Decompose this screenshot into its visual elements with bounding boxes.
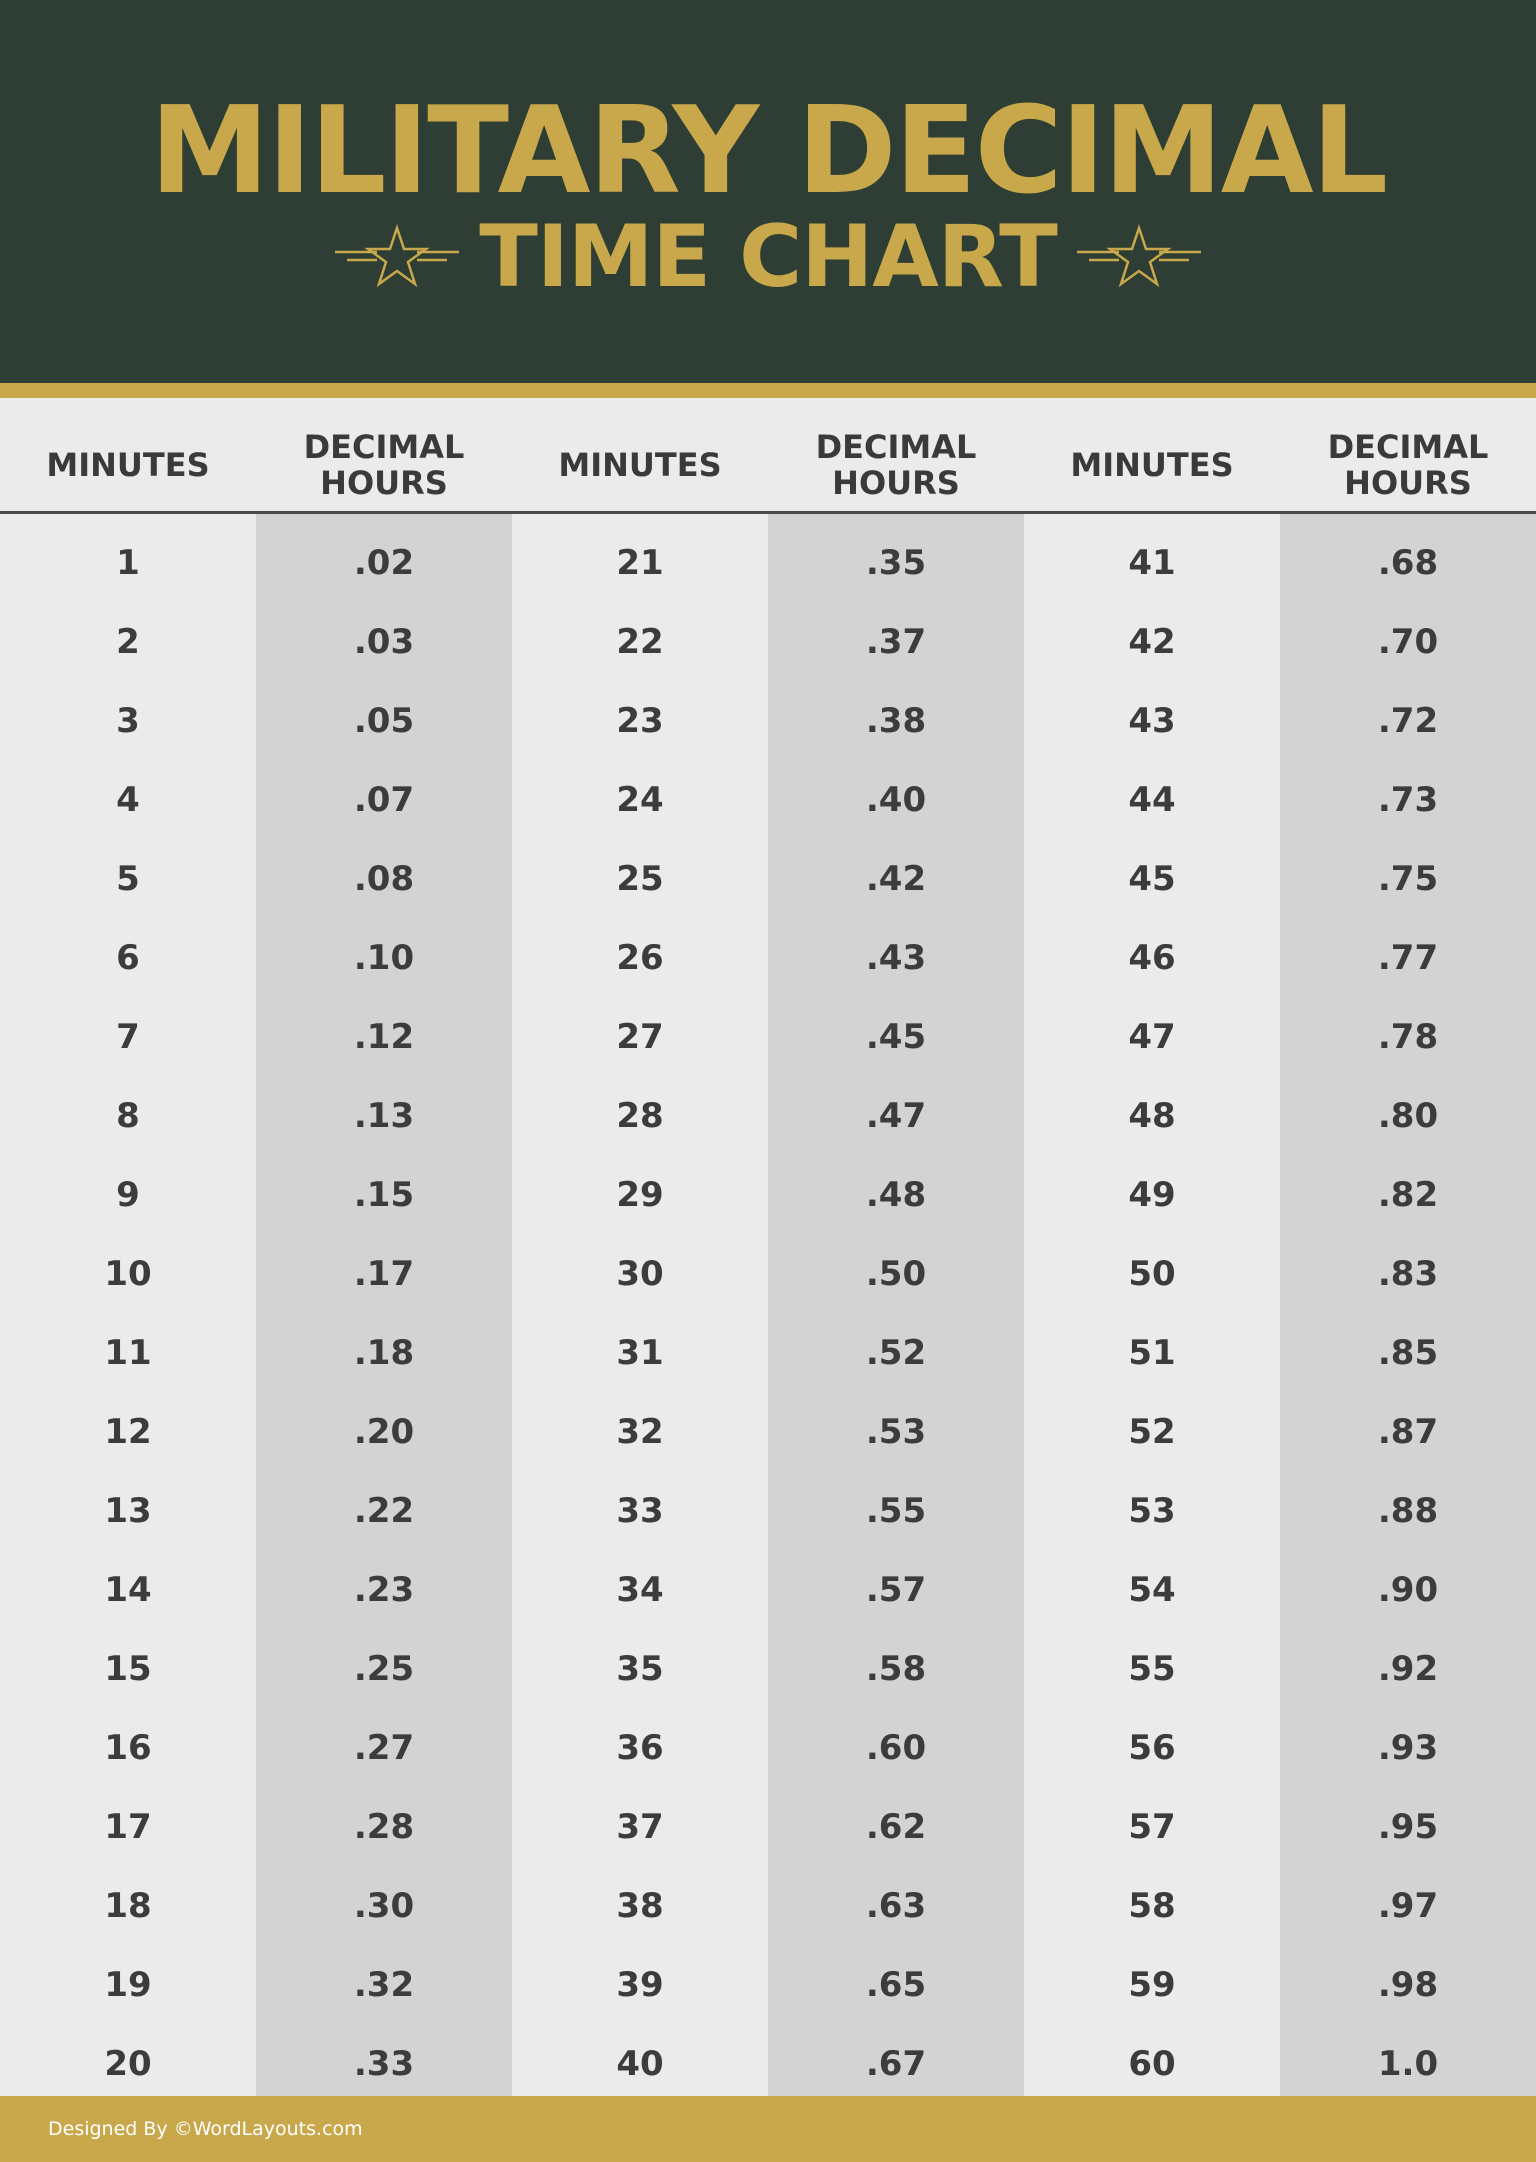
decimal-hours-cell: .83 [1377,1254,1439,1294]
decimal-hours-cell: .23 [353,1570,415,1610]
minutes-cell: 37 [616,1807,664,1847]
decimal-hours-cell: .25 [353,1649,415,1689]
minutes-cell: 9 [116,1175,140,1215]
minutes-cell: 49 [1128,1175,1176,1215]
minutes-cell: 48 [1128,1096,1176,1136]
minutes-cell: 51 [1128,1333,1176,1373]
decimal-hours-cell: .80 [1377,1096,1439,1136]
minutes-cell: 1 [116,543,140,583]
decimal-hours-cell: .33 [353,2044,415,2084]
minutes-cell: 42 [1128,622,1176,662]
minutes-cell: 50 [1128,1254,1176,1294]
decimal-hours-cell: .65 [865,1965,927,2005]
minutes-cell: 2 [116,622,140,662]
gold-divider [0,383,1536,398]
decimal-hours-cell: .17 [353,1254,415,1294]
minutes-cell: 25 [616,859,664,899]
subtitle-row [0,207,1536,307]
minutes-cell: 14 [104,1570,152,1610]
decimal-hours-cell: .45 [865,1017,927,1057]
minutes-cell: 35 [616,1649,664,1689]
minutes-cell: 24 [616,780,664,820]
decimal-hours-cell: .78 [1377,1017,1439,1057]
decimal-hours-cell: .10 [353,938,415,978]
star-wings-icon [1075,222,1203,292]
decimal-hours-cell: .52 [865,1333,927,1373]
minutes-cell: 57 [1128,1807,1176,1847]
minutes-cell: 11 [104,1333,152,1373]
decimal-hours-cell: .63 [865,1886,927,1926]
decimal-hours-cell: .97 [1377,1886,1439,1926]
minutes-cell: 32 [616,1412,664,1452]
minutes-cell: 18 [104,1886,152,1926]
page-title: MILITARY DECIMAL [149,82,1387,221]
column-header-decimal-hours: DECIMAL HOURS [1327,428,1489,502]
decimal-hours-cell: .95 [1377,1807,1439,1847]
minutes-cell: 6 [116,938,140,978]
decimal-hours-cell: .08 [353,859,415,899]
minutes-cell: 59 [1128,1965,1176,2005]
minutes-cell: 53 [1128,1491,1176,1531]
decimal-hours-cell: .28 [353,1807,415,1847]
minutes-cell: 60 [1128,2044,1176,2084]
decimal-hours-cell: .70 [1377,622,1439,662]
minutes-cell: 26 [616,938,664,978]
minutes-cell: 39 [616,1965,664,2005]
page-subtitle: TIME CHART [479,207,1057,307]
footer-credit: Designed By ©WordLayouts.com [48,2118,363,2140]
decimal-hours-cell: .38 [865,701,927,741]
decimal-hours-cell: .77 [1377,938,1439,978]
minutes-cell: 28 [616,1096,664,1136]
decimal-hours-cell: .72 [1377,701,1439,741]
decimal-hours-cell: .93 [1377,1728,1439,1768]
minutes-cell: 45 [1128,859,1176,899]
decimal-hours-cell: .32 [353,1965,415,2005]
minutes-cell: 3 [116,701,140,741]
column-header-decimal-hours: DECIMAL HOURS [815,428,977,502]
minutes-cell: 36 [616,1728,664,1768]
decimal-hours-cell: .15 [353,1175,415,1215]
decimal-hours-cell: .13 [353,1096,415,1136]
minutes-cell: 21 [616,543,664,583]
minutes-cell: 12 [104,1412,152,1452]
minutes-cell: 43 [1128,701,1176,741]
decimal-hours-cell: .53 [865,1412,927,1452]
minutes-cell: 52 [1128,1412,1176,1452]
decimal-hours-cell: .73 [1377,780,1439,820]
star-wings-icon [333,222,461,292]
decimal-hours-cell: .67 [865,2044,927,2084]
decimal-hours-cell: .57 [865,1570,927,1610]
minutes-cell: 8 [116,1096,140,1136]
decimal-hours-cell: .68 [1377,543,1439,583]
decimal-hours-cell: .55 [865,1491,927,1531]
minutes-cell: 46 [1128,938,1176,978]
minutes-cell: 47 [1128,1017,1176,1057]
decimal-hours-cell: .35 [865,543,927,583]
minutes-cell: 20 [104,2044,152,2084]
decimal-hours-cell: .98 [1377,1965,1439,2005]
decimal-hours-cell: .05 [353,701,415,741]
column-header-minutes: MINUTES [558,446,722,484]
minutes-cell: 56 [1128,1728,1176,1768]
decimal-hours-cell: .60 [865,1728,927,1768]
decimal-hours-cell: .02 [353,543,415,583]
decimal-hours-cell: .12 [353,1017,415,1057]
decimal-hours-cell: 1.0 [1377,2044,1439,2084]
decimal-hours-cell: .82 [1377,1175,1439,1215]
minutes-cell: 41 [1128,543,1176,583]
minutes-cell: 23 [616,701,664,741]
minutes-cell: 40 [616,2044,664,2084]
minutes-cell: 58 [1128,1886,1176,1926]
decimal-hours-cell: .43 [865,938,927,978]
decimal-hours-cell: .03 [353,622,415,662]
minutes-cell: 22 [616,622,664,662]
minutes-cell: 54 [1128,1570,1176,1610]
minutes-cell: 19 [104,1965,152,2005]
decimal-hours-cell: .37 [865,622,927,662]
decimal-hours-cell: .30 [353,1886,415,1926]
minutes-cell: 38 [616,1886,664,1926]
decimal-hours-cell: .90 [1377,1570,1439,1610]
minutes-cell: 31 [616,1333,664,1373]
decimal-hours-cell: .87 [1377,1412,1439,1452]
minutes-cell: 15 [104,1649,152,1689]
decimal-hours-cell: .92 [1377,1649,1439,1689]
minutes-cell: 10 [104,1254,152,1294]
minutes-cell: 55 [1128,1649,1176,1689]
minutes-cell: 29 [616,1175,664,1215]
column-header-decimal-hours: DECIMAL HOURS [303,428,465,502]
minutes-cell: 17 [104,1807,152,1847]
decimal-hours-cell: .22 [353,1491,415,1531]
decimal-hours-cell: .88 [1377,1491,1439,1531]
minutes-cell: 27 [616,1017,664,1057]
decimal-hours-cell: .27 [353,1728,415,1768]
minutes-cell: 30 [616,1254,664,1294]
decimal-hours-cell: .20 [353,1412,415,1452]
minutes-cell: 33 [616,1491,664,1531]
minutes-cell: 4 [116,780,140,820]
minutes-cell: 44 [1128,780,1176,820]
decimal-hours-cell: .85 [1377,1333,1439,1373]
decimal-hours-cell: .07 [353,780,415,820]
decimal-hours-cell: .75 [1377,859,1439,899]
minutes-cell: 34 [616,1570,664,1610]
decimal-hours-cell: .62 [865,1807,927,1847]
decimal-hours-cell: .18 [353,1333,415,1373]
column-header-minutes: MINUTES [46,446,210,484]
minutes-cell: 13 [104,1491,152,1531]
decimal-hours-cell: .48 [865,1175,927,1215]
column-header-minutes: MINUTES [1070,446,1234,484]
decimal-hours-cell: .47 [865,1096,927,1136]
minutes-cell: 7 [116,1017,140,1057]
decimal-hours-cell: .50 [865,1254,927,1294]
minutes-cell: 16 [104,1728,152,1768]
decimal-hours-cell: .40 [865,780,927,820]
decimal-hours-cell: .58 [865,1649,927,1689]
minutes-cell: 5 [116,859,140,899]
decimal-hours-cell: .42 [865,859,927,899]
